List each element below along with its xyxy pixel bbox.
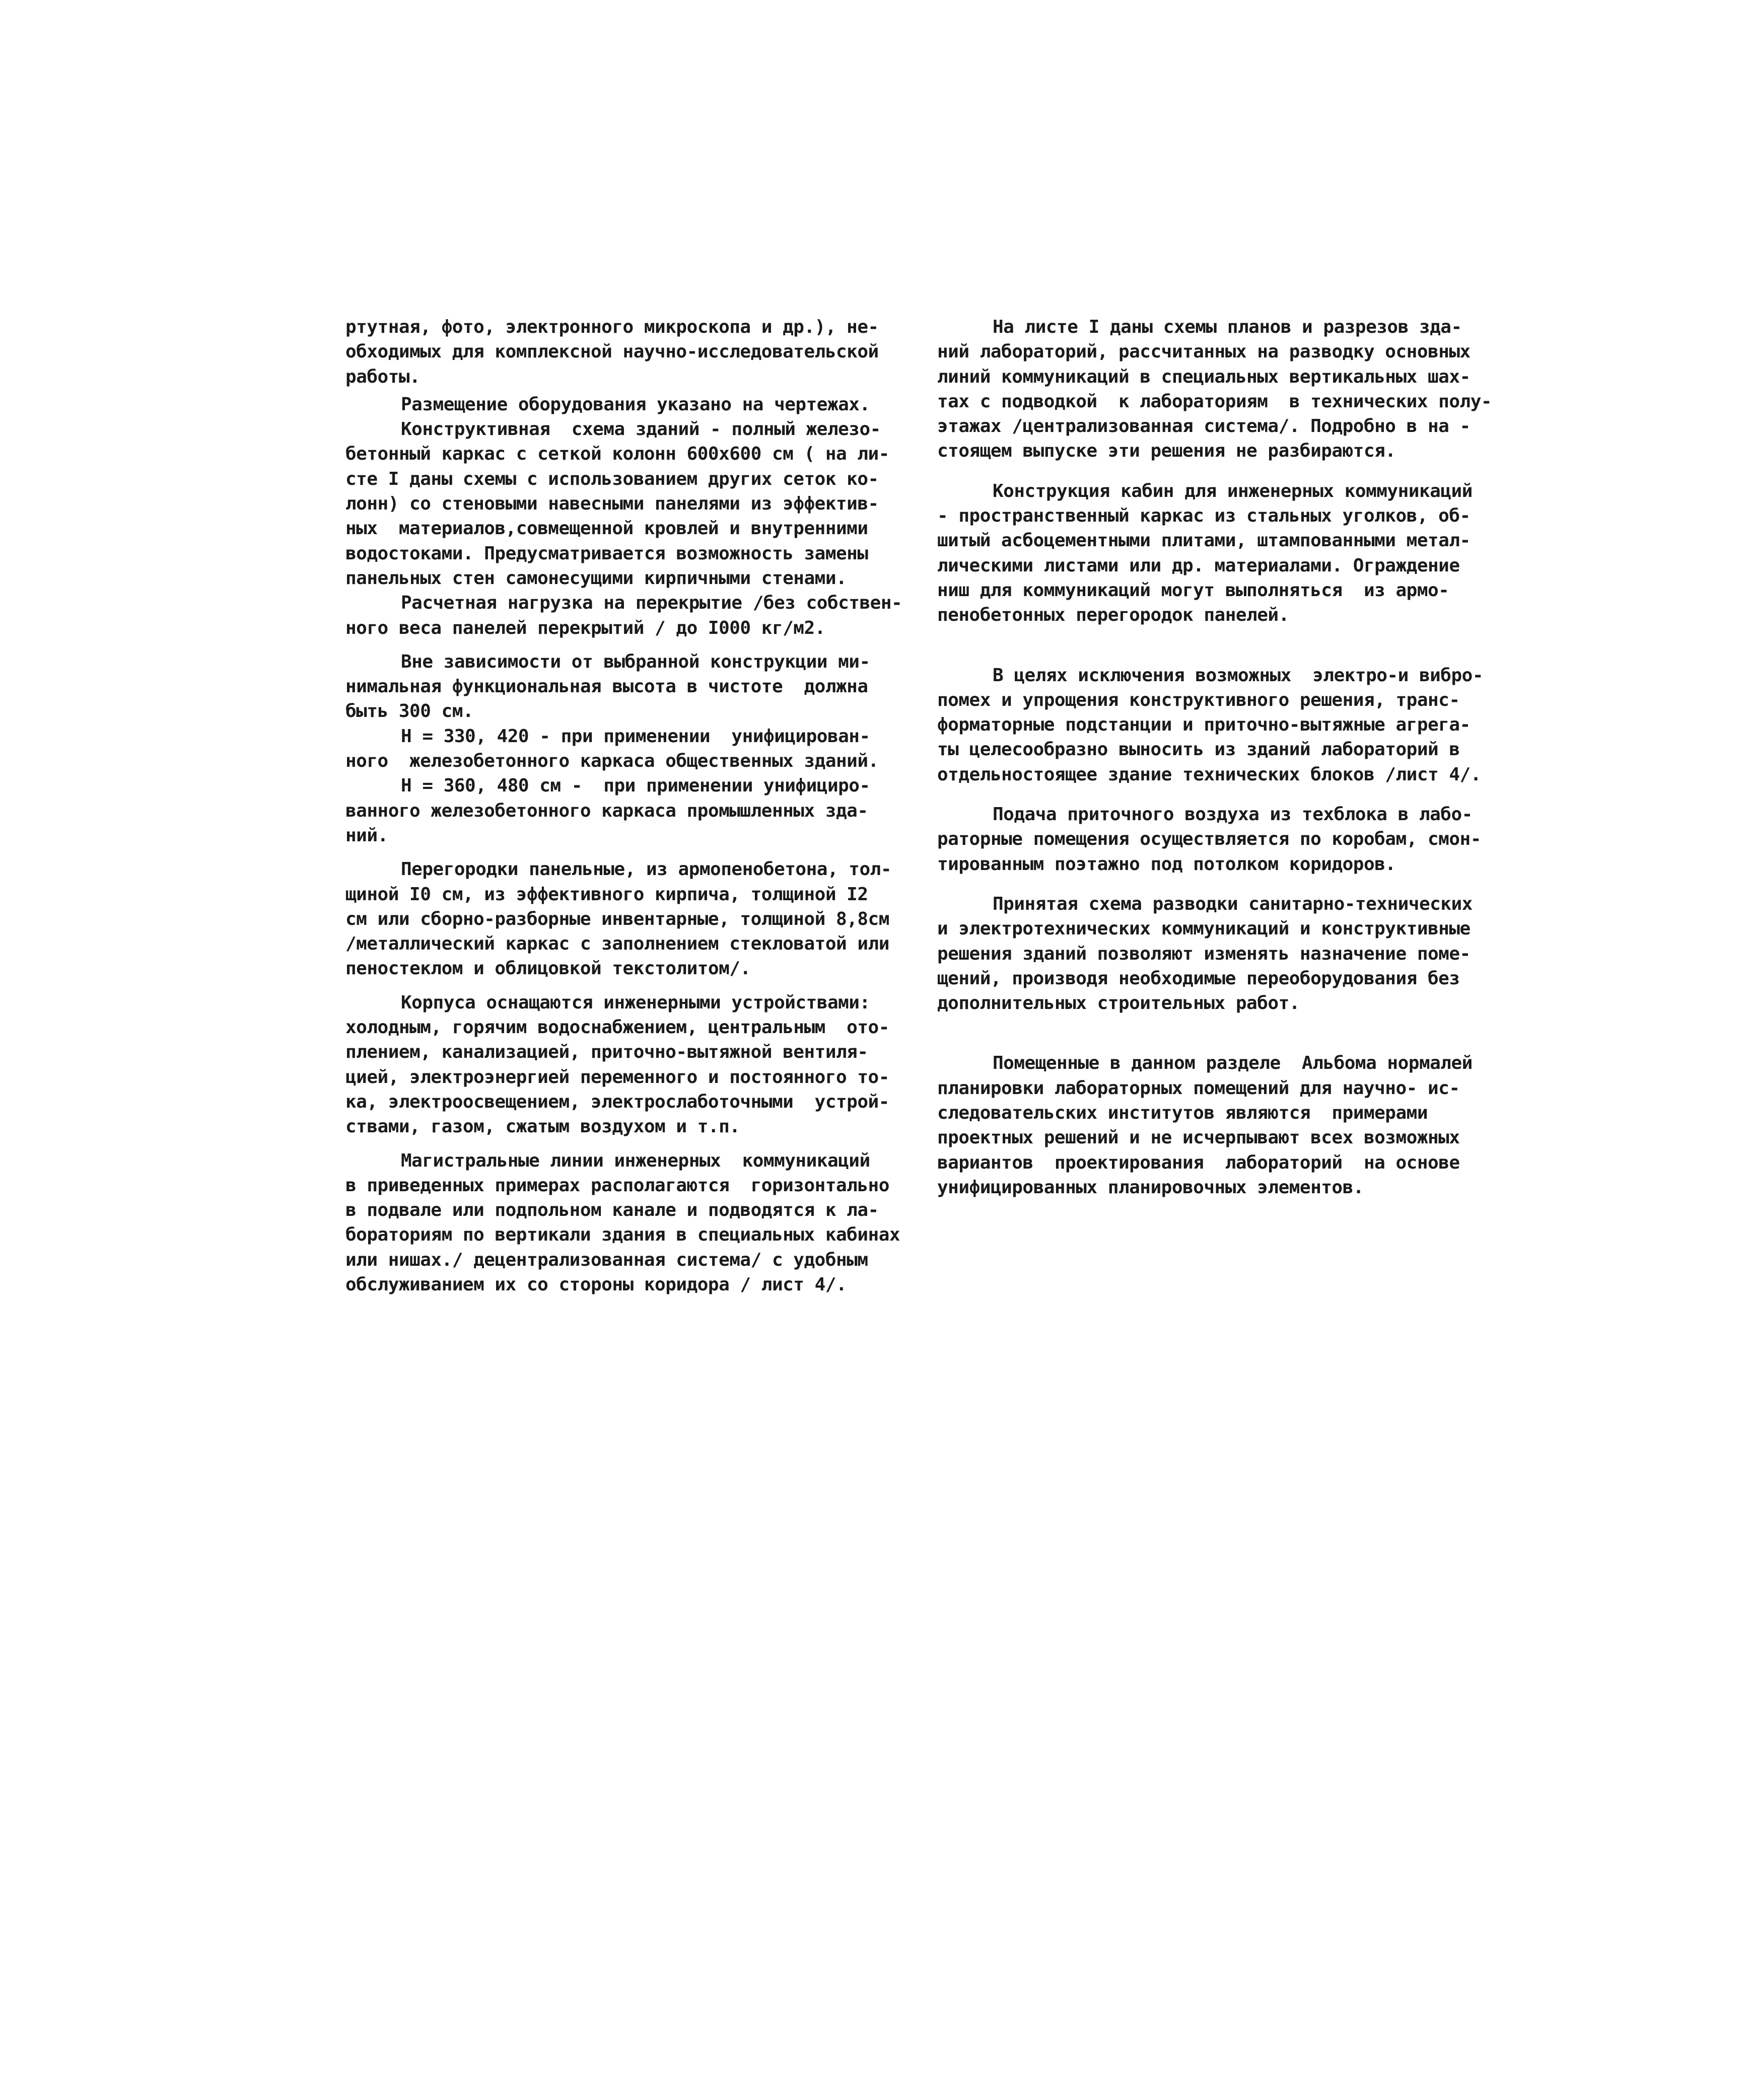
- text-line: решения зданий позволяют изменять назначение поме-: [937, 943, 1471, 964]
- text-line: пеностеклом и облицовкой текстолитом/.: [345, 958, 751, 979]
- text-line: работы.: [345, 366, 421, 387]
- text-line: вариантов проектирования лабораторий на основе: [937, 1152, 1460, 1173]
- text-line: стоящем выпуске эти решения не разбираются.: [937, 441, 1396, 462]
- left-paragraph: [345, 315, 904, 389]
- text-line: помех и упрощения конструктивного решения, транс-: [937, 689, 1460, 710]
- right-paragraph: [937, 802, 1496, 877]
- text-line: - пространственный каркас из стальных уголков, об-: [937, 505, 1471, 527]
- left-paragraph: [345, 1148, 904, 1297]
- text-line: панельных стен самонесущими кирпичными стенами.: [345, 567, 847, 589]
- left-paragraph: [345, 773, 904, 848]
- text-line: холодным, горячим водоснабжением, центральным ото-: [345, 1017, 889, 1038]
- text-line: ствами, газом, сжатым воздухом и т.п.: [345, 1116, 740, 1137]
- text-line: Вне зависимости от выбранной конструкции ми-: [401, 651, 870, 672]
- text-line: щиной I0 см, из эффективного кирпича, толщиной I2: [345, 884, 868, 905]
- text-line: в приведенных примерах располагаются горизонтально: [345, 1175, 889, 1196]
- text-line: ний лабораторий, рассчитанных на разводку основных: [937, 341, 1471, 363]
- text-line: раторные помещения осуществляется по коробам, смон-: [937, 829, 1481, 850]
- right-paragraph: [937, 663, 1496, 787]
- right-paragraph: [937, 315, 1496, 464]
- right-text-column: [937, 315, 1496, 1200]
- text-line: Магистральные линии инженерных коммуникаций: [401, 1150, 870, 1171]
- right-paragraph: [937, 479, 1496, 628]
- left-paragraph: [345, 990, 904, 1139]
- text-line: ванного железобетонного каркаса промышленных зда-: [345, 800, 868, 821]
- text-line: планировки лабораторных помещений для научно- ис-: [937, 1077, 1460, 1099]
- text-line: Н = 360, 480 см - при применении унифициро-: [401, 775, 870, 796]
- text-line: см или сборно-разборные инвентарные, толщиной 8,8см: [345, 908, 889, 929]
- text-line: Расчетная нагрузка на перекрытие /без собствен-: [401, 593, 902, 614]
- text-line: нимальная функциональная высота в чистоте должна: [345, 676, 868, 697]
- text-line: Конструктивная схема зданий - полный железо-: [401, 419, 881, 440]
- text-line: Подача приточного воздуха из техблока в лабо-: [993, 804, 1473, 825]
- text-line: бораториям по вертикали здания в специальных кабинах: [345, 1224, 900, 1246]
- text-line: проектных решений и не исчерпывают всех возможных: [937, 1127, 1460, 1148]
- right-paragraph: [937, 892, 1496, 1016]
- left-paragraph: [345, 417, 904, 591]
- text-line: Конструкция кабин для инженерных коммуникаций: [993, 480, 1473, 501]
- text-line: дополнительных строительных работ.: [937, 993, 1300, 1014]
- text-line: обслуживанием их со стороны коридора / лист 4/.: [345, 1274, 847, 1295]
- text-line: пенобетонных перегородок панелей.: [937, 605, 1289, 626]
- text-line: Размещение оборудования указано на чертежах.: [401, 394, 870, 415]
- text-line: шитый асбоцементными плитами, штампованными метал-: [937, 530, 1471, 551]
- left-paragraph: [345, 392, 904, 417]
- text-line: быть 300 см.: [345, 701, 474, 722]
- text-line: ных материалов,совмещенной кровлей и внутренними: [345, 518, 868, 539]
- text-line: ты целесообразно выносить из зданий лабораторий в: [937, 739, 1460, 760]
- text-line: отдельностоящее здание технических блоков /лист 4/.: [937, 764, 1481, 785]
- left-paragraph: [345, 591, 904, 640]
- text-line: ка, электроосвещением, электрослаботочными устрой-: [345, 1091, 889, 1112]
- text-line: обходимых для комплексной научно-исследовательской: [345, 341, 879, 363]
- text-line: Н = 330, 420 - при применении унифицирован-: [401, 726, 870, 747]
- text-line: Помещенные в данном разделе Альбома нормалей: [993, 1053, 1473, 1074]
- text-line: В целях исключения возможных электро-и вибро-: [993, 665, 1483, 686]
- left-text-column: [345, 315, 904, 1297]
- text-line: щений, производя необходимые переоборудования без: [937, 968, 1460, 989]
- left-paragraph: [345, 724, 904, 774]
- text-line: лонн) со стеновыми навесными панелями из эффектив-: [345, 493, 879, 515]
- text-line: и электротехнических коммуникаций и конструктивные: [937, 918, 1471, 939]
- text-line: или нишах./ децентрализованная система/ с удобным: [345, 1249, 868, 1270]
- text-line: этажах /централизованная система/. Подробно в на -: [937, 416, 1471, 437]
- text-line: ний.: [345, 825, 388, 846]
- text-line: в подвале или подпольном канале и подводятся к ла-: [345, 1200, 879, 1221]
- text-line: водостоками. Предусматривается возможность замены: [345, 543, 868, 564]
- text-line: ного железобетонного каркаса общественных зданий.: [345, 751, 879, 772]
- left-paragraph: [345, 649, 904, 724]
- text-line: унифицированных планировочных элементов.: [937, 1177, 1364, 1198]
- text-line: На листе I даны схемы планов и разрезов зда-: [993, 317, 1462, 337]
- text-line: бетонный каркас с сеткой колонн 600х600 см ( на ли-: [345, 444, 889, 465]
- right-paragraph: [937, 1051, 1496, 1200]
- text-line: /металлический каркас с заполнением стекловатой или: [345, 933, 889, 955]
- text-line: сте I даны схемы с использованием других сеток ко-: [345, 468, 879, 489]
- text-line: ного веса панелей перекрытий / до I000 кг/м2.: [345, 617, 825, 638]
- text-line: Перегородки панельные, из армопенобетона, тол-: [401, 859, 891, 880]
- text-line: форматорные подстанции и приточно-вытяжные агрега-: [937, 714, 1471, 736]
- text-line: Корпуса оснащаются инженерными устройствами:: [401, 992, 870, 1013]
- left-paragraph: [345, 857, 904, 981]
- text-line: Принятая схема разводки санитарно-технических: [993, 893, 1473, 914]
- text-line: линий коммуникаций в специальных вертикальных шах-: [937, 366, 1471, 387]
- text-line: ниш для коммуникаций могут выполняться из армо-: [937, 580, 1449, 601]
- text-line: тах с подводкой к лабораториям в технических полу-: [937, 391, 1492, 412]
- text-line: ртутная, фото, электронного микроскопа и др.), не-: [345, 317, 879, 337]
- text-line: лическими листами или др. материалами. Ограждение: [937, 555, 1460, 576]
- text-line: цией, электроэнергией переменного и постоянного то-: [345, 1066, 889, 1088]
- text-line: тированным поэтажно под потолком коридоров.: [937, 853, 1396, 875]
- text-line: следовательских институтов являются примерами: [937, 1103, 1428, 1124]
- text-line: плением, канализацией, приточно-вытяжной вентиля-: [345, 1042, 868, 1063]
